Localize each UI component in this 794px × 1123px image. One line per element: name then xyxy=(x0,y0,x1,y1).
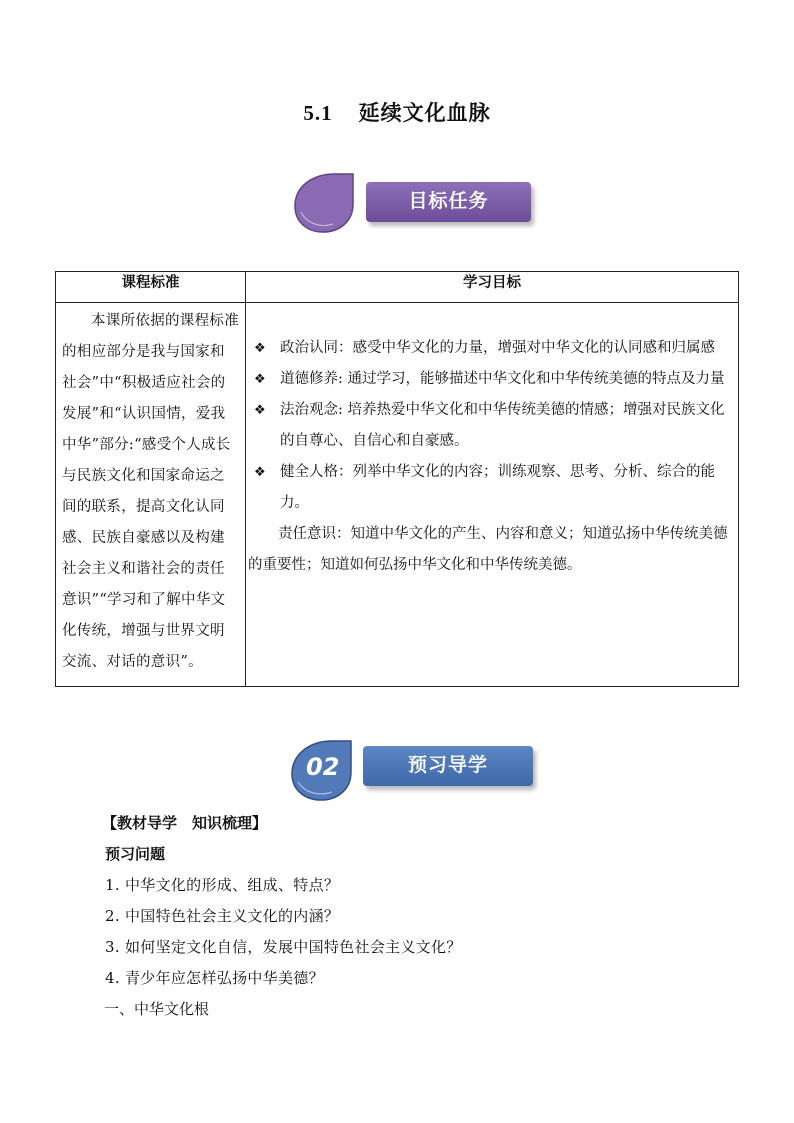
goal-responsibility-text: 责任意识：知道中华文化的产生、内容和意义；知道弘扬中华传统美德的重要性；知道如何弘扬中华文化和中华传统美德。 xyxy=(248,526,728,573)
page-title xyxy=(0,97,794,127)
preview-banner-label: 预习导学 xyxy=(363,746,533,786)
goal-text: 健全人格：列举中华文化的内容；训练观察、思考、分析、综合的能力。 xyxy=(280,464,715,511)
lesson-title: 延续文化血脉 xyxy=(358,100,491,125)
question-item: 2. 中国特色社会主义文化的内涵？ xyxy=(105,907,340,925)
diamond-bullet-icon: ❖ xyxy=(254,403,266,418)
question-item: 1. 中华文化的形成、组成、特点？ xyxy=(105,876,340,894)
question-item: 3. 如何坚定文化自信，发展中国特色社会主义文化？ xyxy=(105,938,462,956)
goals-cell xyxy=(246,303,739,687)
goals-banner xyxy=(291,172,536,234)
diamond-bullet-icon: ❖ xyxy=(254,465,266,480)
lesson-number: 5.1 xyxy=(303,101,333,125)
goal-text: 法治观念: 培养热爱中华文化和中华传统美德的情感；增强对民族文化的自尊心、自信心和自豪感。 xyxy=(280,402,725,449)
goal-text: 道德修养: 通过学习，能够描述中华文化和中华传统美德的特点及力量 xyxy=(280,371,725,387)
preview-section xyxy=(102,808,462,1025)
goal-item xyxy=(254,333,730,364)
diamond-bullet-icon: ❖ xyxy=(254,372,266,387)
diamond-bullet-icon: ❖ xyxy=(254,341,266,356)
standard-cell xyxy=(56,303,246,687)
question-item: 4. 青少年应怎样弘扬中华美德？ xyxy=(105,969,324,987)
goal-item xyxy=(254,457,730,519)
section-subheading: 预习问题 xyxy=(105,845,166,863)
goals-banner-label: 目标任务 xyxy=(366,182,531,222)
goal-item xyxy=(254,364,730,395)
goals-table xyxy=(55,271,739,687)
standard-text: 本课所依据的课程标准的相应部分是我与国家和社会”中“积极适应社会的发展”和“认识国情，爱我中华”部分:“感受个人成长与民族文化和国家命运之间的联系，提高文化认同感、民族自豪感以及构建社会主义和谐社会的责任意识”“学习和了解中华文化传统，增强与世界文明交流、对话的意识”。 xyxy=(62,313,239,670)
goal-item xyxy=(254,395,730,457)
preview-banner xyxy=(288,738,538,802)
leaf-shape-icon xyxy=(291,172,355,234)
table-header-standard: 课程标准 xyxy=(56,272,246,303)
section-heading: 【教材导学 知识梳理】 xyxy=(102,814,268,832)
table-header-goals: 学习目标 xyxy=(246,272,739,303)
outline-heading: 一、中华文化根 xyxy=(104,1000,210,1018)
section-number: 02 xyxy=(306,753,340,781)
goal-text: 政治认同：感受中华文化的力量，增强对中华文化的认同感和归属感 xyxy=(280,340,715,356)
